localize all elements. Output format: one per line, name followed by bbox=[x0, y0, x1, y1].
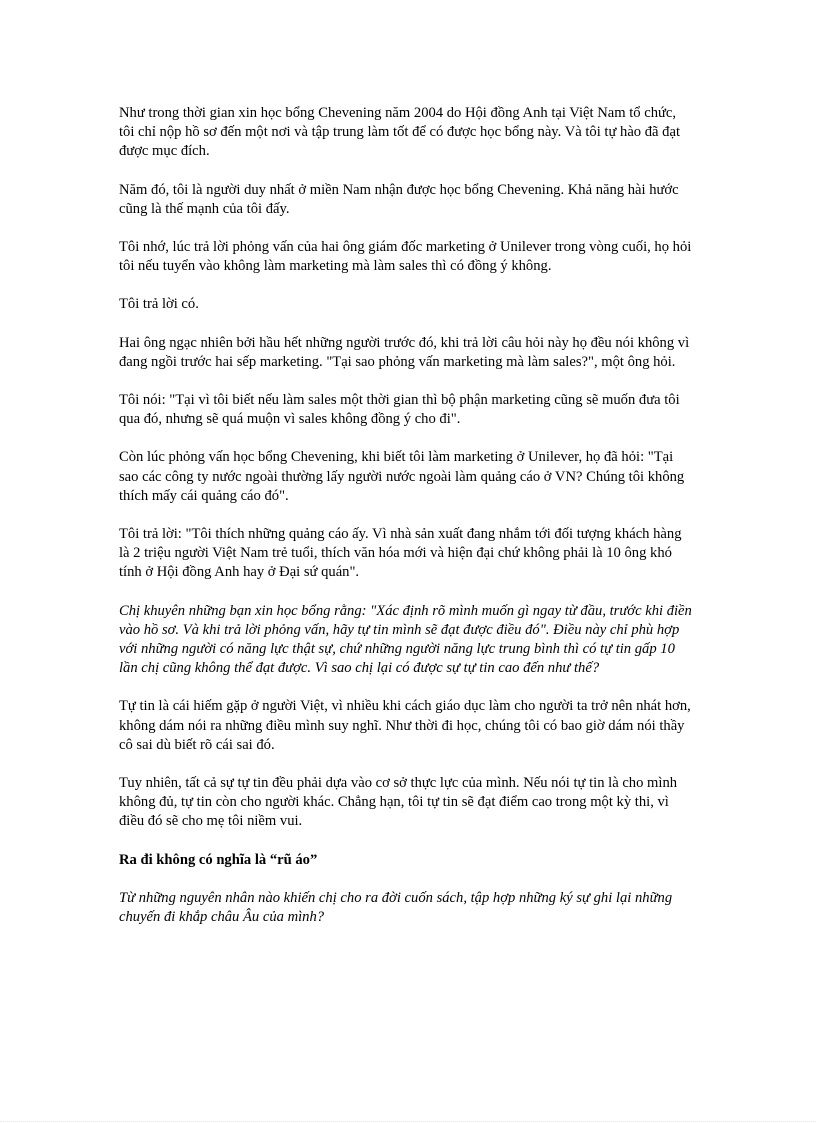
paragraph-answer-yes: Tôi trả lời có. bbox=[119, 296, 199, 313]
paragraph-interviewers-surprised: Hai ông ngạc nhiên bởi hầu hết những người trước đó, khi trả lời câu hỏi này họ đều nói không vì đang ngồi trước hai sếp marketing. "Tại sao phỏng vấn marketing mà làm sales?", một ông hỏi. bbox=[119, 334, 690, 370]
paragraph-only-southern-recipient: Năm đó, tôi là người duy nhất ở miền Nam nhận được học bổng Chevening. Khả năng hài hước cũng là thế mạnh của tôi đấy. bbox=[119, 181, 679, 217]
document-body bbox=[119, 104, 694, 946]
paragraph-confidence-basis: Tuy nhiên, tất cả sự tự tin đều phải dựa vào cơ sở thực lực của mình. Nếu nói tự tin là cho mình không đủ, tự tin còn cho người khác. Chẳng hạn, tôi tự tin sẽ đạt điểm cao trong một kỳ thi, vì điều đó sẽ cho mẹ tôi niềm vui. bbox=[119, 775, 678, 830]
paragraph-interviewer-question-confidence: Chị khuyên những bạn xin học bổng rằng: "Xác định rõ mình muốn gì ngay từ đầu, trước khi điền vào hồ sơ. Và khi trả lời phỏng vấn, hãy tự tin mình sẽ đạt được điều đó". Điều này chỉ phù hợp với những người có năng lực thật sự, chứ những người năng lực trung bình thì có tự tin gấp 10 lần chị cũng không thể đạt được. Vì sao chị lại có được sự tự tin cao đến như thế? bbox=[119, 602, 692, 677]
paragraph-chevening-application: Như trong thời gian xin học bổng Chevening năm 2004 do Hội đồng Anh tại Việt Nam tổ chức, tôi chỉ nộp hồ sơ đến một nơi và tập trung làm tốt để có được học bổng này. Và tôi tự hào đã đạt được mục đích. bbox=[119, 105, 680, 160]
paragraph-ads-answer: Tôi trả lời: "Tôi thích những quảng cáo ấy. Vì nhà sản xuất đang nhắm tới đối tượng khách hàng là 2 triệu người Việt Nam trẻ tuổi, thích văn hóa mới và hiện đại chứ không phải là 10 ông khó tính ở Hội đồng Anh hay ở Đại sứ quán". bbox=[119, 526, 682, 581]
page-bottom-divider bbox=[0, 1121, 816, 1122]
paragraph-confidence-rare: Tự tin là cái hiếm gặp ở người Việt, vì nhiều khi cách giáo dục làm cho người ta trở nên nhát hơn, không dám nói ra những điều mình suy nghĩ. Như thời đi học, chúng tôi có bao giờ dám nói thầy cô sai dù biết rõ cái sai đó. bbox=[119, 698, 691, 753]
section-heading: Ra đi không có nghĩa là “rũ áo” bbox=[119, 851, 318, 868]
paragraph-unilever-interview: Tôi nhớ, lúc trả lời phỏng vấn của hai ông giám đốc marketing ở Unilever trong vòng cuối, họ hỏi tôi nếu tuyển vào không làm marketing mà làm sales thì có đồng ý không. bbox=[119, 239, 692, 275]
paragraph-interviewer-question-book: Từ những nguyên nhân nào khiến chị cho ra đời cuốn sách, tập hợp những ký sự ghi lại những chuyến đi khắp châu Âu của mình? bbox=[119, 889, 673, 926]
paragraph-chevening-interview-question: Còn lúc phỏng vấn học bổng Chevening, khi biết tôi làm marketing ở Unilever, họ đã hỏi: "Tại sao các công ty nước ngoài thường lấy người nước ngoài làm quảng cáo ở VN? Chúng tôi không thích mấy cái quảng cáo đó". bbox=[119, 449, 685, 504]
paragraph-sales-reason: Tôi nói: "Tại vì tôi biết nếu làm sales một thời gian thì bộ phận marketing cũng sẽ muốn đưa tôi qua đó, nhưng sẽ quá muộn vì sales không đồng ý cho đi". bbox=[119, 392, 680, 428]
